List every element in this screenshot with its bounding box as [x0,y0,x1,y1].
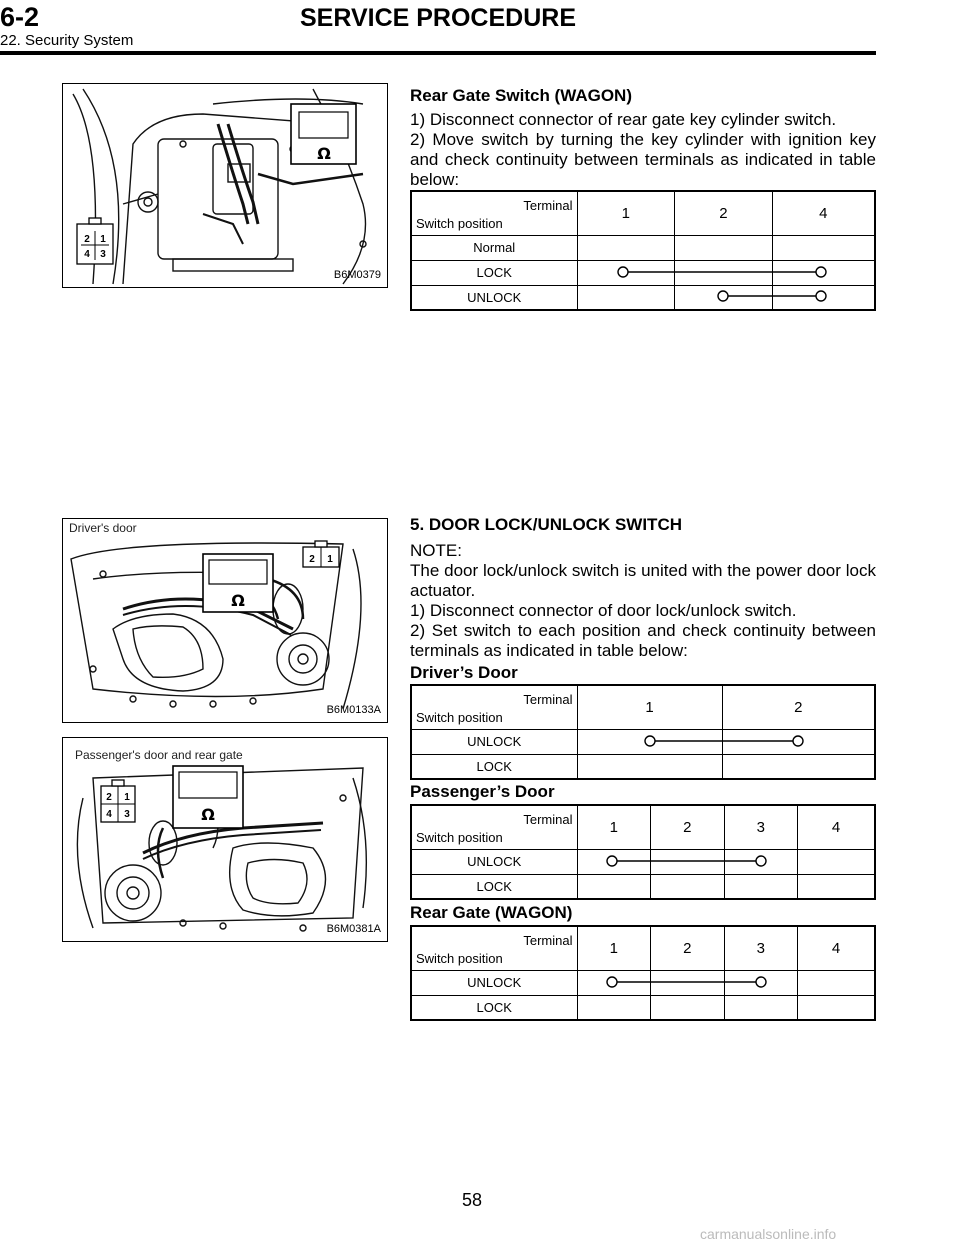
connector-icon [77,218,113,264]
terminal-label: Terminal [523,197,573,213]
svg-text:1: 1 [100,234,106,245]
continuity-terminal-marker [756,856,766,866]
terminal-header: 1 [577,685,722,729]
rear-gate-illustration [63,84,388,288]
continuity-terminal-marker [816,291,826,301]
row-label: UNLOCK [411,849,577,874]
figure-drivers-door [62,518,388,723]
switch-position-label: Switch position [416,950,503,966]
continuity-terminal-marker [756,977,766,987]
terminal-header: 1 [577,926,651,970]
terminal-label: Terminal [523,691,573,707]
ohm-symbol: Ω [317,144,331,163]
ohm-symbol: Ω [201,805,215,824]
passengers-door-heading: Passenger’s Door [410,782,555,801]
row-label: LOCK [411,754,577,779]
continuity-terminal-marker [816,267,826,277]
figure-caption: Passenger's door and rear gate [75,748,243,762]
step-text: 2) Set switch to each position and check continuity between terminals as indicated in table below: [410,621,876,660]
svg-text:4: 4 [106,809,112,820]
note-label: NOTE: [410,541,462,560]
connector-icon [303,541,339,567]
terminal-header: 2 [675,191,773,235]
terminal-header: 4 [798,805,875,849]
row-label: UNLOCK [411,285,577,310]
terminal-header: 3 [724,926,798,970]
figure-id: B6M0379 [333,269,381,281]
svg-text:1: 1 [124,792,130,803]
section-subtitle: 22. Security System [0,32,134,49]
rear-gate-switch-section [410,86,876,106]
continuity-terminal-marker [607,856,617,866]
terminal-header: 1 [577,191,675,235]
continuity-terminal-marker [718,291,728,301]
passengers-door-illustration [63,738,388,942]
ohm-symbol: Ω [231,591,245,610]
drivers-door-heading: Driver’s Door [410,663,518,682]
continuity-lines-rear-gate-switch [410,190,876,315]
terminal-header: 4 [798,926,875,970]
figure-rear-gate-switch [62,83,388,288]
continuity-terminal-marker [607,977,617,987]
page-title: SERVICE PROCEDURE [300,4,576,32]
figure-caption: Driver's door [69,521,137,535]
row-label: Normal [411,235,577,260]
terminal-header: 2 [651,805,725,849]
terminal-header: 3 [724,805,798,849]
drivers-door-illustration [63,519,388,723]
svg-text:4: 4 [84,249,90,260]
note-text: The door lock/unlock switch is united with the power door lock actuator. [410,561,876,600]
figure-id: B6M0133A [326,704,381,716]
svg-text:1: 1 [327,554,333,565]
page-number: 58 [462,1190,483,1210]
continuity-lines-rear-gate [410,925,876,1025]
section-heading: Rear Gate Switch (WAGON) [410,86,632,105]
switch-position-label: Switch position [416,829,503,845]
svg-text:2: 2 [84,234,90,245]
row-label: UNLOCK [411,729,577,754]
figure-id: B6M0381A [326,923,381,935]
row-label: UNLOCK [411,970,577,995]
switch-position-label: Switch position [416,709,503,725]
row-label: LOCK [411,874,577,899]
continuity-terminal-marker [645,736,655,746]
section-code: 6-2 [0,2,40,32]
switch-position-label: Switch position [416,215,503,231]
row-label: LOCK [411,260,577,285]
continuity-lines-passengers-door [410,804,876,904]
row-label: LOCK [411,995,577,1020]
step-text: 1) Disconnect connector of door lock/unlock switch. [410,601,797,620]
terminal-label: Terminal [523,811,573,827]
terminal-header: 2 [722,685,875,729]
svg-text:3: 3 [124,809,130,820]
svg-text:3: 3 [100,249,106,260]
figure-passengers-door [62,737,388,942]
watermark: carmanualsonline.info [700,1226,837,1242]
rear-gate-heading: Rear Gate (WAGON) [410,903,573,922]
section-heading: 5. DOOR LOCK/UNLOCK SWITCH [410,515,682,534]
svg-text:2: 2 [106,792,112,803]
connector-icon [101,780,135,822]
continuity-terminal-marker [793,736,803,746]
svg-text:2: 2 [309,554,315,565]
header-rule [0,51,876,55]
terminal-header: 4 [772,191,875,235]
terminal-header: 1 [577,805,651,849]
terminal-header: 2 [651,926,725,970]
continuity-lines-drivers-door [410,684,876,784]
step-text: 1) Disconnect connector of rear gate key cylinder switch. [410,110,837,129]
terminal-label: Terminal [523,932,573,948]
step-text: 2) Move switch by turning the key cylinder with ignition key and check continuity between terminals as indicated in table below: [410,130,876,189]
continuity-terminal-marker [618,267,628,277]
